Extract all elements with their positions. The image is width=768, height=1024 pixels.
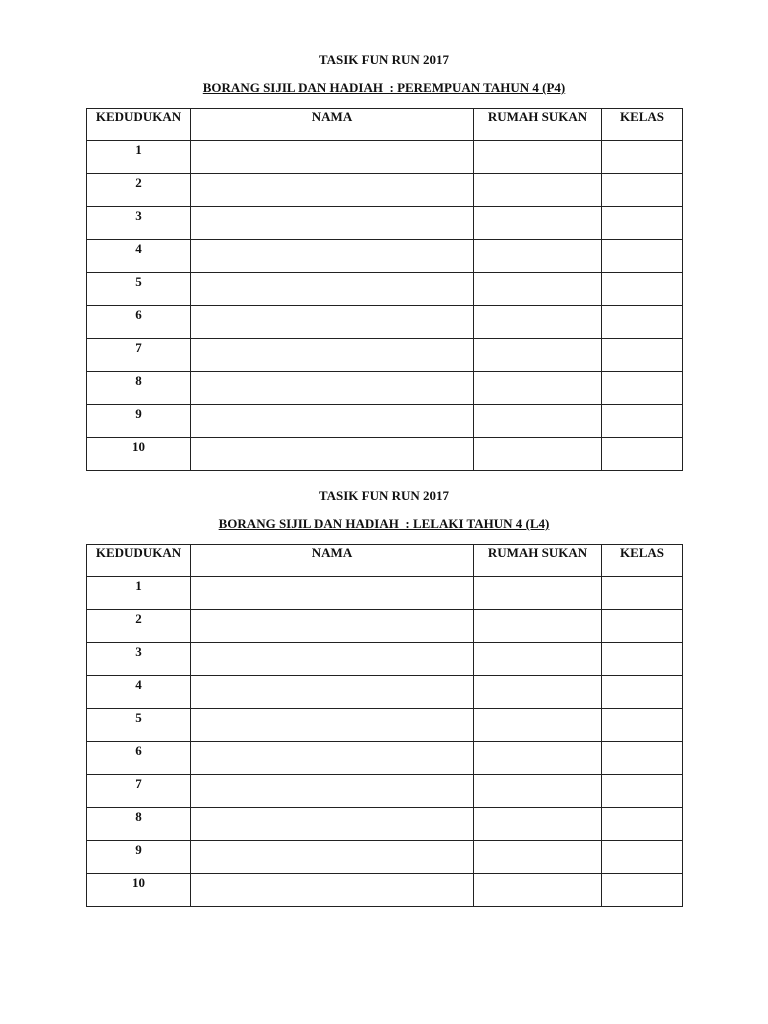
rank-cell: 5 (87, 709, 191, 742)
name-cell[interactable] (191, 174, 474, 207)
table-header-row (87, 545, 683, 577)
form-block-boys-l4 (86, 486, 682, 907)
class-cell[interactable] (602, 577, 683, 610)
house-cell[interactable] (474, 372, 602, 405)
name-cell[interactable] (191, 709, 474, 742)
name-cell[interactable] (191, 240, 474, 273)
name-cell[interactable] (191, 339, 474, 372)
table-row (87, 273, 683, 306)
table-row (87, 841, 683, 874)
event-title: TASIK FUN RUN 2017 (318, 488, 450, 503)
class-cell[interactable] (602, 174, 683, 207)
name-cell[interactable] (191, 207, 474, 240)
name-cell[interactable] (191, 306, 474, 339)
rank-cell: 10 (87, 438, 191, 471)
table-row (87, 339, 683, 372)
name-cell[interactable] (191, 775, 474, 808)
house-cell[interactable] (474, 676, 602, 709)
table-row (87, 610, 683, 643)
class-cell[interactable] (602, 808, 683, 841)
class-cell[interactable] (602, 676, 683, 709)
rank-cell: 4 (87, 240, 191, 273)
award-table (86, 544, 683, 907)
table-row (87, 577, 683, 610)
house-cell[interactable] (474, 273, 602, 306)
rank-cell: 10 (87, 874, 191, 907)
name-cell[interactable] (191, 742, 474, 775)
house-cell[interactable] (474, 207, 602, 240)
class-cell[interactable] (602, 841, 683, 874)
event-title: TASIK FUN RUN 2017 (318, 52, 450, 67)
table-row (87, 174, 683, 207)
table-row (87, 676, 683, 709)
column-header-kedudukan: KEDUDUKAN (87, 545, 191, 577)
table-row (87, 775, 683, 808)
name-cell[interactable] (191, 841, 474, 874)
class-cell[interactable] (602, 709, 683, 742)
table-row (87, 874, 683, 907)
rank-cell: 6 (87, 306, 191, 339)
house-cell[interactable] (474, 742, 602, 775)
table-row (87, 709, 683, 742)
award-table (86, 108, 683, 471)
class-cell[interactable] (602, 240, 683, 273)
house-cell[interactable] (474, 174, 602, 207)
house-cell[interactable] (474, 339, 602, 372)
house-cell[interactable] (474, 841, 602, 874)
rank-cell: 7 (87, 775, 191, 808)
rank-cell: 9 (87, 841, 191, 874)
name-cell[interactable] (191, 372, 474, 405)
table-row (87, 405, 683, 438)
class-cell[interactable] (602, 306, 683, 339)
house-cell[interactable] (474, 709, 602, 742)
rank-cell: 3 (87, 207, 191, 240)
rank-cell: 3 (87, 643, 191, 676)
column-header-kelas: KELAS (602, 545, 683, 577)
class-cell[interactable] (602, 339, 683, 372)
table-row (87, 306, 683, 339)
house-cell[interactable] (474, 874, 602, 907)
form-title: BORANG SIJIL DAN HADIAH : LELAKI TAHUN 4 (L4) (218, 516, 550, 531)
class-cell[interactable] (602, 775, 683, 808)
class-cell[interactable] (602, 742, 683, 775)
form-title: BORANG SIJIL DAN HADIAH : PEREMPUAN TAHUN 4 (P4) (202, 80, 566, 95)
house-cell[interactable] (474, 610, 602, 643)
rank-cell: 2 (87, 174, 191, 207)
house-cell[interactable] (474, 643, 602, 676)
class-cell[interactable] (602, 273, 683, 306)
house-cell[interactable] (474, 808, 602, 841)
name-cell[interactable] (191, 438, 474, 471)
house-cell[interactable] (474, 775, 602, 808)
table-row (87, 438, 683, 471)
column-header-nama: NAMA (191, 545, 474, 577)
name-cell[interactable] (191, 405, 474, 438)
name-cell[interactable] (191, 577, 474, 610)
table-row (87, 141, 683, 174)
table-row (87, 240, 683, 273)
rank-cell: 1 (87, 141, 191, 174)
rank-cell: 2 (87, 610, 191, 643)
column-header-kelas: KELAS (602, 109, 683, 141)
class-cell[interactable] (602, 643, 683, 676)
table-row (87, 643, 683, 676)
rank-cell: 8 (87, 372, 191, 405)
house-cell[interactable] (474, 306, 602, 339)
name-cell[interactable] (191, 808, 474, 841)
rank-cell: 6 (87, 742, 191, 775)
name-cell[interactable] (191, 273, 474, 306)
class-cell[interactable] (602, 610, 683, 643)
table-row (87, 808, 683, 841)
column-header-rumah-sukan: RUMAH SUKAN (474, 109, 602, 141)
class-cell[interactable] (602, 405, 683, 438)
house-cell[interactable] (474, 240, 602, 273)
table-row (87, 207, 683, 240)
class-cell[interactable] (602, 207, 683, 240)
house-cell[interactable] (474, 405, 602, 438)
house-cell[interactable] (474, 438, 602, 471)
name-cell[interactable] (191, 643, 474, 676)
table-header-row (87, 109, 683, 141)
form-block-girls-p4 (86, 50, 682, 471)
name-cell[interactable] (191, 141, 474, 174)
class-cell[interactable] (602, 874, 683, 907)
house-cell[interactable] (474, 577, 602, 610)
name-cell[interactable] (191, 610, 474, 643)
column-header-nama: NAMA (191, 109, 474, 141)
name-cell[interactable] (191, 676, 474, 709)
class-cell[interactable] (602, 438, 683, 471)
column-header-rumah-sukan: RUMAH SUKAN (474, 545, 602, 577)
rank-cell: 1 (87, 577, 191, 610)
rank-cell: 5 (87, 273, 191, 306)
rank-cell: 4 (87, 676, 191, 709)
column-header-kedudukan: KEDUDUKAN (87, 109, 191, 141)
table-row (87, 372, 683, 405)
house-cell[interactable] (474, 141, 602, 174)
table-row (87, 742, 683, 775)
class-cell[interactable] (602, 372, 683, 405)
class-cell[interactable] (602, 141, 683, 174)
rank-cell: 8 (87, 808, 191, 841)
rank-cell: 7 (87, 339, 191, 372)
rank-cell: 9 (87, 405, 191, 438)
name-cell[interactable] (191, 874, 474, 907)
